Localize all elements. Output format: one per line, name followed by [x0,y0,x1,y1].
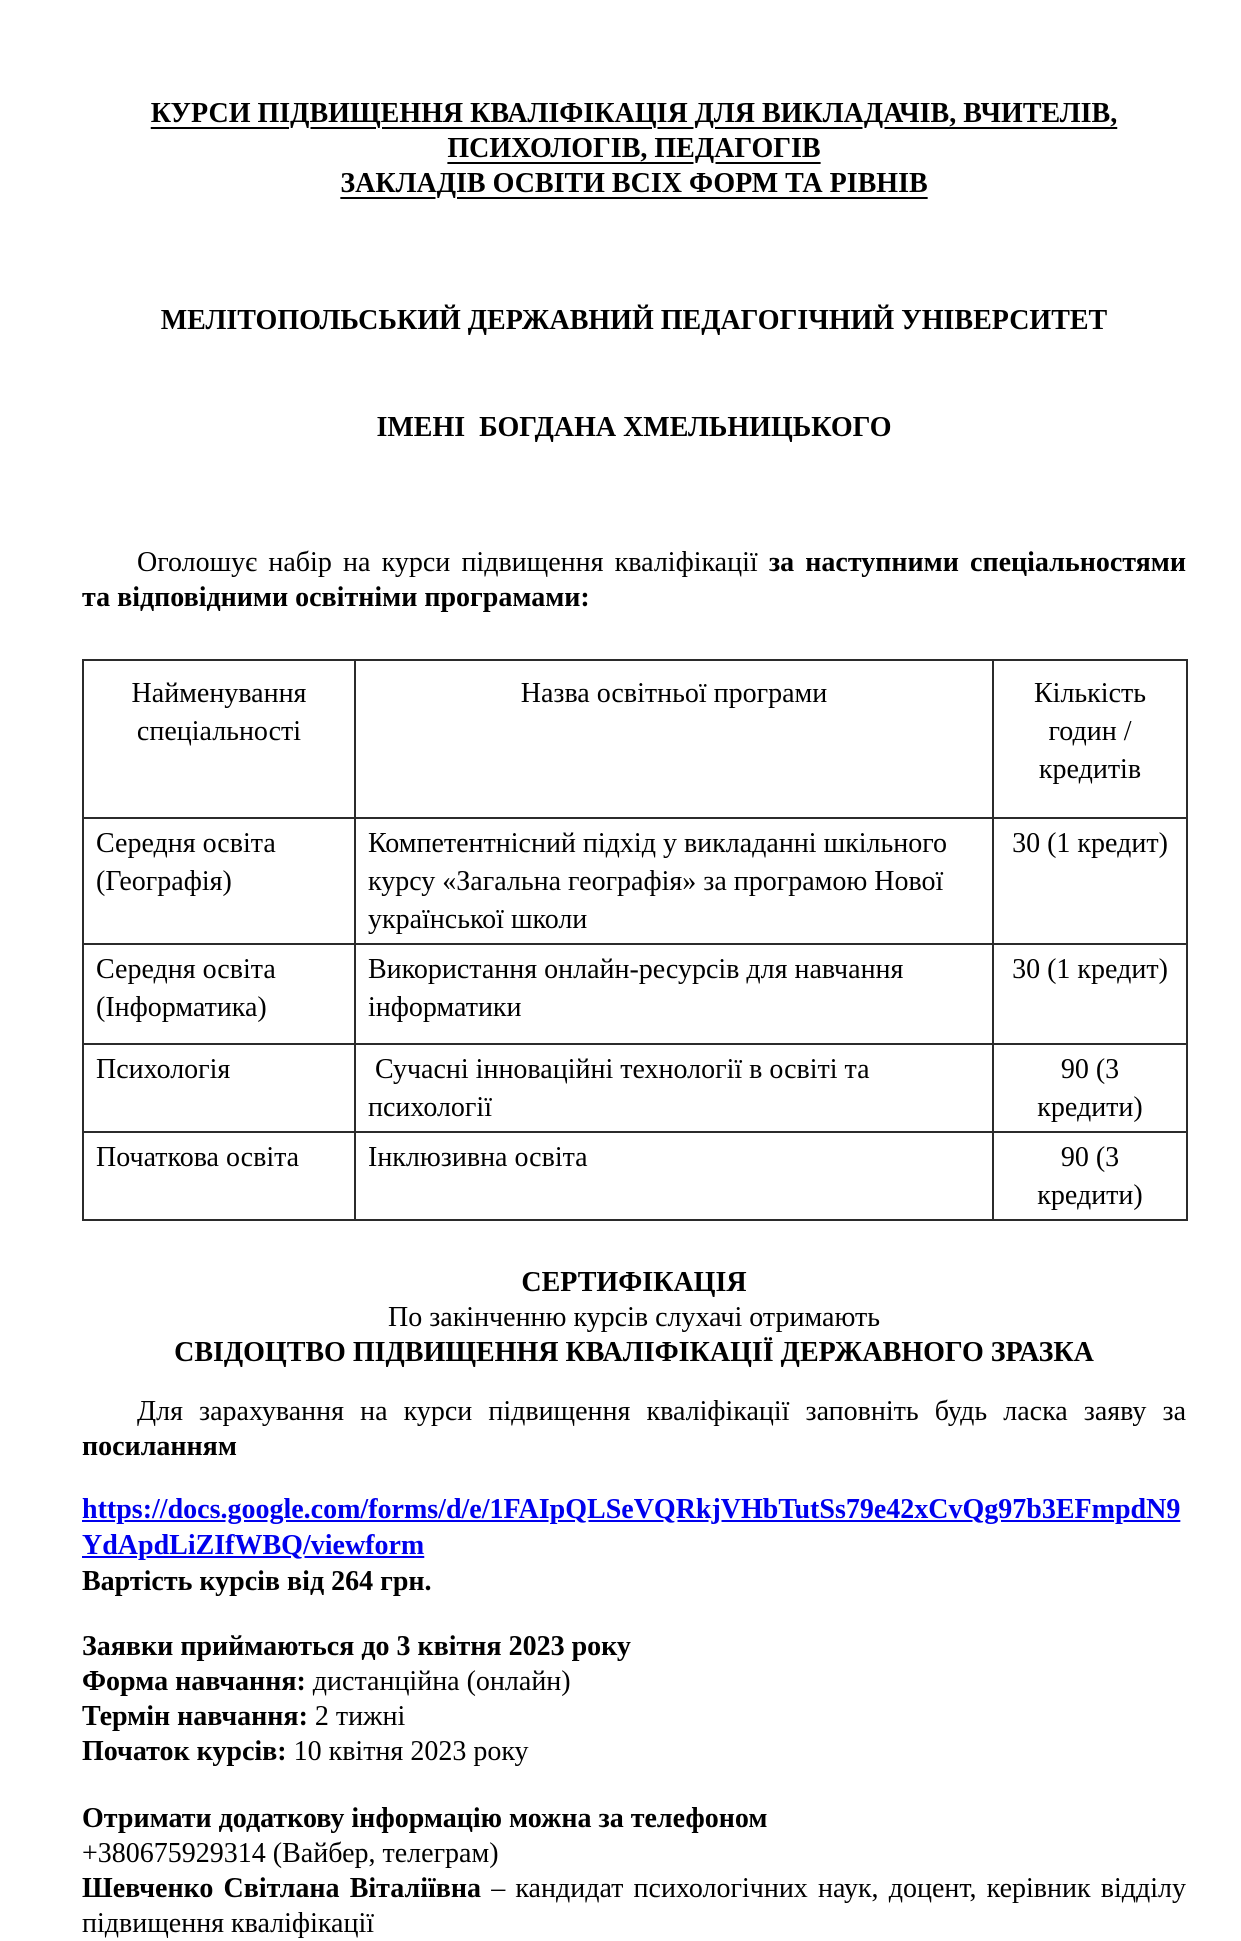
form-value: дистанційна (онлайн) [305,1666,571,1697]
enrollment-bold-tail: посиланням [82,1431,237,1462]
term-line [82,1699,1186,1734]
contact-person-name: Шевченко Світлана Віталіївна [82,1873,482,1904]
course-table [82,659,1188,1221]
certification-subline: По закінченню курсів слухачі отримають [387,1302,880,1333]
contact-phone: +380675929314 (Вайбер, телеграм) [82,1838,499,1869]
table-row [83,944,1187,1044]
cell-program: Сучасні інноваційні технології в освіті та психології [355,1044,993,1132]
cell-program: Компетентнісний підхід у викладанні шкільного курсу «Загальна географія» за програмою Нової української школи [355,818,993,944]
cell-specialty: Початкова освіта [83,1132,355,1220]
contact-heading: Отримати додаткову інформацію можна за телефоном [82,1803,768,1834]
certification-section [82,1265,1186,1370]
document-title [82,96,1186,201]
term-value: 2 тижні [307,1701,406,1732]
form-label: Форма навчання: [82,1666,306,1697]
contact-person-paragraph [82,1871,1193,1941]
cell-program: Використання онлайн-ресурсів для навчання інформатики [355,944,993,1044]
cell-hours: 30 (1 кредит) [993,944,1187,1044]
university-name [82,231,1186,517]
cell-hours: 90 (3 кредити) [993,1132,1187,1220]
table-header-hours: Кількість годин /кредитів [993,660,1187,818]
certification-bold-line: СВІДОЦТВО ПІДВИЩЕННЯ КВАЛІФІКАЦІЇ ДЕРЖАВНОГО ЗРАЗКА [174,1337,1094,1368]
intro-bold-text: за наступними спеціальностями та відповідними освітніми програмами: [82,547,1186,613]
cell-program: Інклюзивна освіта [355,1132,993,1220]
table-row [83,1132,1187,1220]
application-form-link[interactable]: https://docs.google.com/forms/d/e/1FAIpQLSeVQRkjVHbTutSs79e42xCvQg97b3EFmpdN9YdApdLiZIfWBQ/viewform [82,1494,1181,1561]
table-row [83,818,1187,944]
table-header-specialty: Найменування спеціальності [83,660,355,818]
contact-section [82,1801,1193,1941]
university-name-line-1: МЕЛІТОПОЛЬСЬКИЙ ДЕРЖАВНИЙ ПЕДАГОГІЧНИЙ УНІВЕРСИТЕТ [160,305,1108,336]
start-label: Початок курсів: [82,1736,287,1767]
price-line: Вартість курсів від 264 грн. [82,1566,432,1597]
document-title-line-2: ПСИХОЛОГІВ, ПЕДАГОГІВ [447,133,821,164]
start-value: 10 квітня 2023 року [286,1736,529,1767]
cell-specialty: Психологія [83,1044,355,1132]
table-row [83,1044,1187,1132]
document-title-line-3: ЗАКЛАДІВ ОСВІТИ ВСІХ ФОРМ ТА РІВНІВ [340,168,928,199]
form-line [82,1664,1186,1699]
contact-person-role: – кандидат психологічних наук, доцент, керівник відділу підвищення кваліфікації [82,1873,1193,1939]
term-label: Термін навчання: [82,1701,308,1732]
table-header-program: Назва освітньої програми [355,660,993,818]
cell-specialty: Середня освіта (Інформатика) [83,944,355,1044]
deadline-line: Заявки приймаються до 3 квітня 2023 року [82,1631,631,1662]
start-line [82,1734,1186,1769]
certification-heading: СЕРТИФІКАЦІЯ [521,1267,747,1298]
university-name-line-2: ІМЕНІ БОГДАНА ХМЕЛЬНИЦЬКОГО [376,412,892,443]
enrollment-paragraph [82,1394,1186,1464]
cell-specialty: Середня освіта (Географія) [83,818,355,944]
cell-hours: 90 (3 кредити) [993,1044,1187,1132]
document-title-line-1: КУРСИ ПІДВИЩЕННЯ КВАЛІФІКАЦІЯ ДЛЯ ВИКЛАДАЧІВ, ВЧИТЕЛІВ, [150,98,1118,129]
details-section [82,1629,1186,1769]
intro-paragraph [82,545,1186,615]
cell-hours: 30 (1 кредит) [993,818,1187,944]
enrollment-regular-text: Для зарахування на курси підвищення кваліфікації заповніть будь ласка заяву за [137,1396,1186,1427]
table-header-row [83,660,1187,818]
intro-regular-text: Оголошує набір на курси підвищення кваліфікації [137,547,769,578]
